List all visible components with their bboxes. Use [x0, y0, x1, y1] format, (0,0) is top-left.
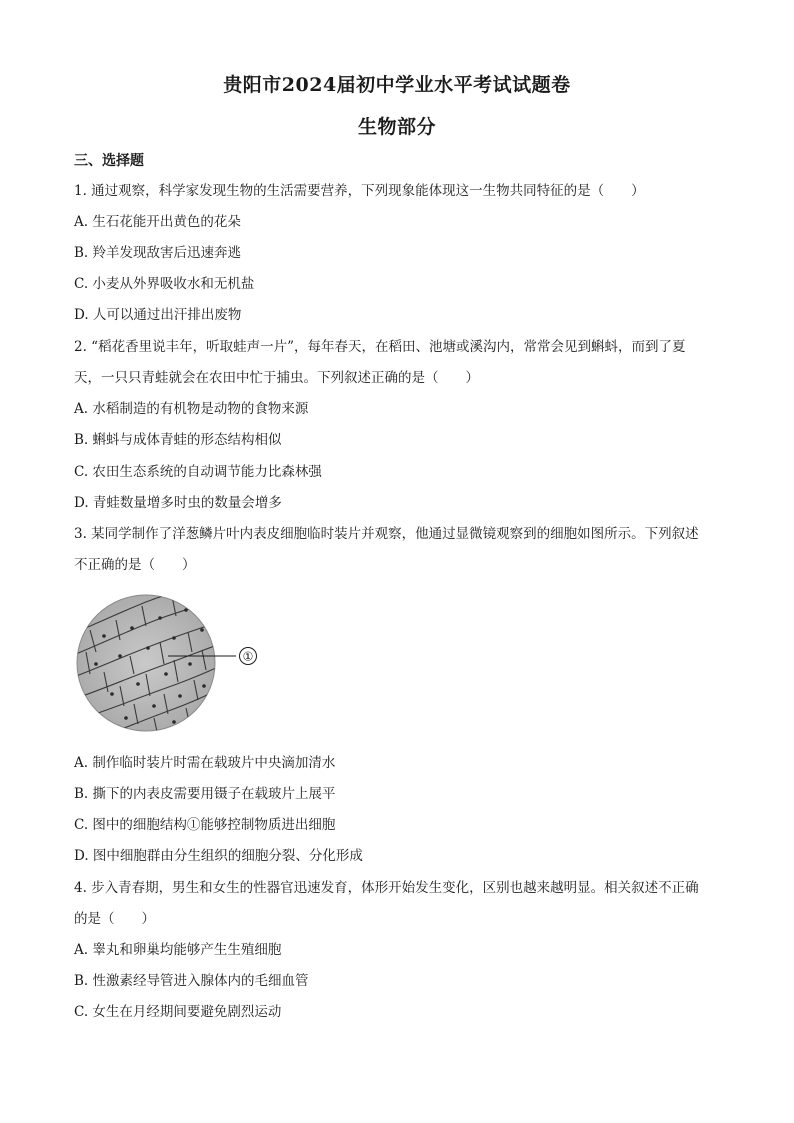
- question-2-stem-line-2: 天，一只只青蛙就会在农田中忙于捕虫。下列叙述正确的是（ ）: [74, 370, 479, 386]
- section-heading: 三、选择题: [74, 153, 144, 169]
- question-2-option-b: B. 蝌蚪与成体青蛙的形态结构相似: [74, 432, 282, 448]
- question-4-stem-line-1: 4. 步入青春期，男生和女生的性器官迅速发育，体形开始发生变化，区别也越来越明显。相关叙述不正确: [74, 880, 699, 896]
- question-1-option-d: D. 人可以通过出汗排出废物: [74, 307, 242, 323]
- figure-label-1: ①: [242, 649, 254, 664]
- onion-cell-micrograph: [76, 594, 266, 732]
- question-3-stem-line-2: 不正确的是（ ）: [74, 557, 196, 573]
- question-1-option-b: B. 羚羊发现敌害后迅速奔逃: [74, 245, 242, 261]
- question-1-option-c: C. 小麦从外界吸收水和无机盐: [74, 276, 255, 292]
- question-2-stem-line-1: 2. “稻花香里说丰年，听取蛙声一片”，每年春天，在稻田、池塘或溪沟内，常常会见到蝌蚪，而到了夏: [74, 339, 686, 355]
- question-3-stem-line-1: 3. 某同学制作了洋葱鳞片叶内表皮细胞临时装片并观察，他通过显微镜观察到的细胞如图所示。下列叙述: [74, 526, 699, 542]
- question-1-stem: 1. 通过观察，科学家发现生物的生活需要营养，下列现象能体现这一生物共同特征的是（ ）: [74, 183, 645, 199]
- question-4-option-b: B. 性激素经导管进入腺体内的毛细血管: [74, 973, 309, 989]
- question-2-option-c: C. 农田生态系统的自动调节能力比森林强: [74, 464, 322, 480]
- question-3-option-c: C. 图中的细胞结构①能够控制物质进出细胞: [74, 817, 336, 833]
- question-4-option-c: C. 女生在月经期间要避免剧烈运动: [74, 1004, 282, 1020]
- question-3-option-d: D. 图中细胞群由分生组织的细胞分裂、分化形成: [74, 848, 363, 864]
- question-3-option-a: A. 制作临时装片时需在载玻片中央滴加清水: [74, 755, 336, 771]
- question-3-option-b: B. 撕下的内表皮需要用镊子在载玻片上展平: [74, 786, 336, 802]
- page-subtitle: 生物部分: [357, 116, 436, 138]
- question-2-option-a: A. 水稻制造的有机物是动物的食物来源: [74, 401, 309, 417]
- question-4-option-a: A. 睾丸和卵巢均能够产生生殖细胞: [74, 942, 282, 958]
- question-4-stem-line-2: 的是（ ）: [74, 911, 155, 927]
- page-title: 贵阳市2024届初中学业水平考试试题卷: [223, 74, 571, 96]
- question-1-option-a: A. 生石花能开出黄色的花朵: [74, 214, 241, 230]
- question-2-option-d: D. 青蛙数量增多时虫的数量会增多: [74, 495, 282, 511]
